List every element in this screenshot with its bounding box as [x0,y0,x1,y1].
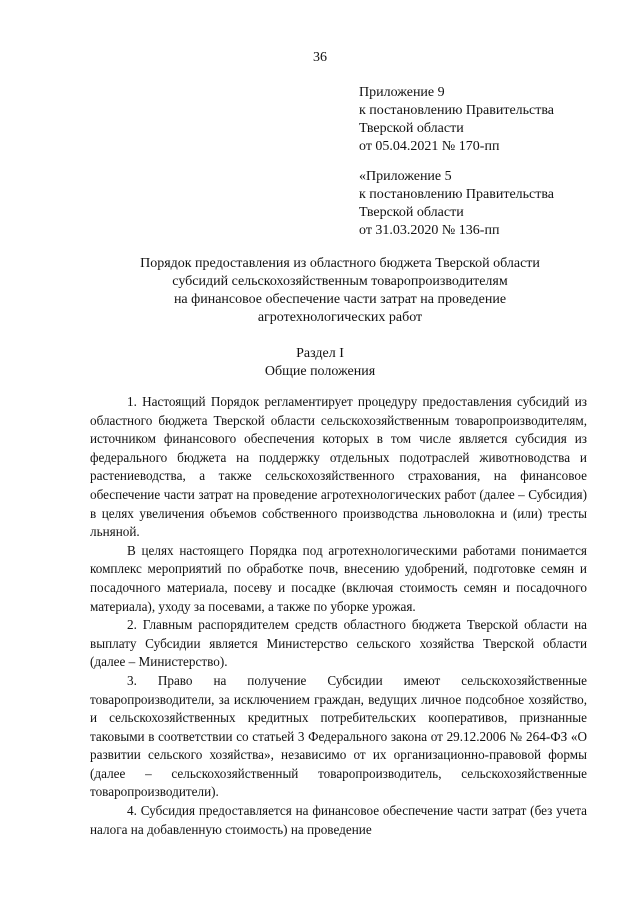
paragraph: 2. Главным распорядителем средств областного бюджета Тверской области на выплату Субсидии является Министерство сельского хозяйства Тверской области (далее – Министерство). [90,617,587,670]
paragraph: 3. Право на получение Субсидии имеют сельскохозяйственные товаропроизводители, за исключением граждан, ведущих личное подсобное хозяйство, и сельскохозяйственных кредитных потребительских кооперативов, признанные таковыми в соответствии со статьей 3 Федерального закона от 29.12.2006 № 264-ФЗ «О развитии сельского хозяйства», независимо от их организационно-правовой формы (далее – сельскохозяйственный товаропроизводитель, сельскохозяйственные товаропроизводители). [90,672,587,800]
annex-line: к постановлению Правительства [359,103,555,118]
title-line: агротехнологических работ [257,310,423,325]
annex-line: от 05.04.2021 № 170-пп [359,139,500,154]
section-name: Общие положения [264,364,376,379]
page-number: 36 [313,50,327,65]
section-heading [0,345,640,381]
paragraph: 4. Субсидия предоставляется на финансовое обеспечение части затрат (без учета налога на добавленную стоимость) на проведение [90,803,587,837]
annex-line: «Приложение 5 [359,169,452,184]
annex-line: Тверской области [359,205,464,220]
annex-line: от 31.03.2020 № 136-пп [359,223,500,238]
annex-header-current [359,84,554,156]
annex-header-original [359,168,554,240]
title-line: субсидий сельскохозяйственным товаропроизводителям [172,274,508,289]
section-number: Раздел I [296,346,344,361]
title-line: Порядок предоставления из областного бюджета Тверской области [140,256,540,271]
annex-line: Тверской области [359,121,464,136]
document-title [80,255,600,327]
annex-line: к постановлению Правительства [359,187,555,202]
body-text [90,393,587,839]
paragraph: 1. Настоящий Порядок регламентирует процедуру предоставления субсидий из областного бюджета Тверской области сельскохозяйственным товаропроизводителям, источником финансового обеспечения которых в том числе является субсидия из федерального бюджета на поддержку отдельных подотраслей животноводства и растениеводства, а также сельскохозяйственного страхования, на финансовое обеспечение части затрат на проведение агротехнологических работ (далее – Субсидия) в целях увеличения объемов собственного производства льноволокна и (или) тресты льняной. [90,394,587,540]
annex-line: Приложение 9 [359,85,445,100]
title-line: на финансовое обеспечение части затрат на проведение [173,292,507,307]
paragraph: В целях настоящего Порядка под агротехнологическими работами понимается комплекс мероприятий по обработке почв, внесению удобрений, подготовке семян и посадочного материала, посеву и посадке (включая стоимость семян и посадочного материала), уходу за посевами, а также по уборке урожая. [90,542,587,614]
